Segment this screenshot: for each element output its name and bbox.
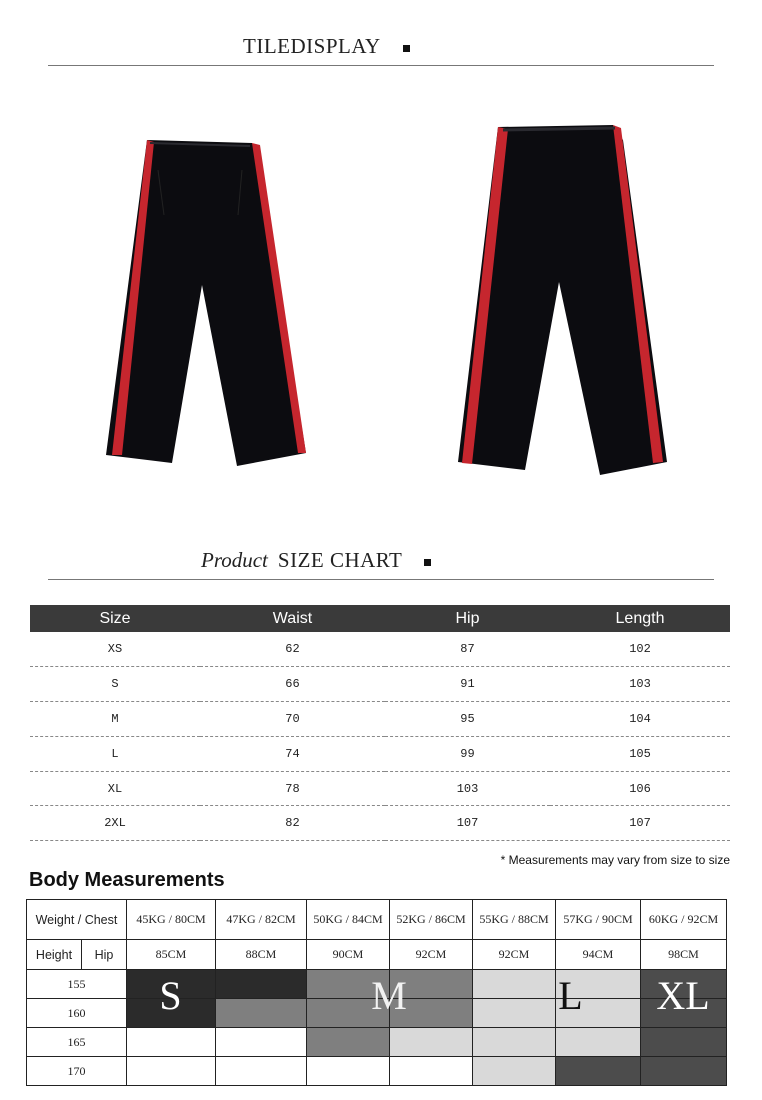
- cell-hip: 107: [385, 806, 550, 841]
- height-cell: 160: [27, 999, 127, 1028]
- height-row: [27, 1028, 727, 1057]
- hip-cell: 98CM: [641, 940, 727, 970]
- column-header-waist: Waist: [200, 605, 385, 632]
- table-row: [30, 806, 730, 841]
- brand-header: [48, 20, 714, 66]
- weight-chest-cell: 50KG / 84CM: [307, 900, 390, 940]
- height-cell: 155: [27, 970, 127, 999]
- square-bullet-icon: [403, 45, 410, 52]
- column-header-size: Size: [30, 605, 200, 632]
- table-row: [30, 702, 730, 737]
- height-cell: 170: [27, 1057, 127, 1086]
- measurement-note: * Measurements may vary from size to size: [500, 853, 730, 867]
- size-table-header-row: [30, 605, 730, 632]
- table-row: [30, 667, 730, 702]
- cell-hip: 91: [385, 667, 550, 702]
- cell-size: M: [30, 702, 200, 737]
- size-cell-l: [473, 1028, 556, 1057]
- size-label-xl: XL: [656, 973, 710, 1018]
- cell-length: 105: [550, 736, 730, 771]
- cell-waist: 66: [200, 667, 385, 702]
- size-cell-s: [216, 970, 307, 999]
- cell-waist: 70: [200, 702, 385, 737]
- height-label: Height: [27, 940, 82, 970]
- cell-hip: 103: [385, 771, 550, 806]
- size-chart-table: [30, 605, 730, 841]
- size-cell-l: [556, 1028, 641, 1057]
- hip-cell: 88CM: [216, 940, 307, 970]
- size-chart-heading-italic: Product: [201, 548, 268, 572]
- product-image-back: [455, 122, 670, 477]
- weight-chest-cell: 57KG / 90CM: [556, 900, 641, 940]
- size-cell-empty: [216, 1057, 307, 1086]
- size-cell-empty: [127, 1057, 216, 1086]
- column-header-length: Length: [550, 605, 730, 632]
- weight-chest-label: Weight / Chest: [27, 900, 127, 940]
- table-row: [30, 736, 730, 771]
- weight-chest-cell: 52KG / 86CM: [390, 900, 473, 940]
- cell-hip: 87: [385, 632, 550, 667]
- size-cell-empty: [390, 1057, 473, 1086]
- hip-cell: 92CM: [390, 940, 473, 970]
- cell-waist: 74: [200, 736, 385, 771]
- hip-cell: 85CM: [127, 940, 216, 970]
- cell-length: 102: [550, 632, 730, 667]
- size-label-s: S: [159, 973, 182, 1018]
- table-row: [30, 771, 730, 806]
- weight-chest-row: [27, 900, 727, 940]
- cell-size: 2XL: [30, 806, 200, 841]
- size-chart-header: [48, 540, 714, 580]
- cell-length: 103: [550, 667, 730, 702]
- product-image-front: [100, 135, 312, 475]
- weight-chest-cell: 60KG / 92CM: [641, 900, 727, 940]
- cell-size: L: [30, 736, 200, 771]
- hip-label: Hip: [82, 940, 127, 970]
- cell-hip: 95: [385, 702, 550, 737]
- hip-cell: 90CM: [307, 940, 390, 970]
- weight-chest-cell: 55KG / 88CM: [473, 900, 556, 940]
- cell-hip: 99: [385, 736, 550, 771]
- cell-size: S: [30, 667, 200, 702]
- size-cell-m: [216, 999, 307, 1028]
- hip-cell: 92CM: [473, 940, 556, 970]
- cell-length: 104: [550, 702, 730, 737]
- size-cell-xl: [641, 1057, 727, 1086]
- square-bullet-icon: [424, 559, 431, 566]
- hip-row: [27, 940, 727, 970]
- size-cell-xl: [556, 1057, 641, 1086]
- cell-waist: 78: [200, 771, 385, 806]
- size-cell-empty: [127, 1028, 216, 1057]
- height-row: [27, 1057, 727, 1086]
- size-cell-l: [390, 1028, 473, 1057]
- size-cell-empty: [216, 1028, 307, 1057]
- weight-chest-cell: 47KG / 82CM: [216, 900, 307, 940]
- cell-length: 106: [550, 771, 730, 806]
- height-cell: 165: [27, 1028, 127, 1057]
- table-row: [30, 632, 730, 667]
- cell-size: XL: [30, 771, 200, 806]
- weight-chest-cell: 45KG / 80CM: [127, 900, 216, 940]
- size-cell-empty: [307, 1057, 390, 1086]
- size-label-l: L: [558, 973, 583, 1018]
- size-cell-l: [473, 1057, 556, 1086]
- size-label-m: M: [371, 973, 407, 1018]
- size-cell-m: [307, 1028, 390, 1057]
- cell-waist: 82: [200, 806, 385, 841]
- cell-size: XS: [30, 632, 200, 667]
- cell-length: 107: [550, 806, 730, 841]
- body-measurements-title: Body Measurements: [29, 869, 225, 891]
- hip-cell: 94CM: [556, 940, 641, 970]
- column-header-hip: Hip: [385, 605, 550, 632]
- brand-title: TILEDISPLAY: [243, 34, 381, 58]
- cell-waist: 62: [200, 632, 385, 667]
- size-cell-xl: [641, 1028, 727, 1057]
- size-chart-heading: SIZE CHART: [277, 548, 403, 572]
